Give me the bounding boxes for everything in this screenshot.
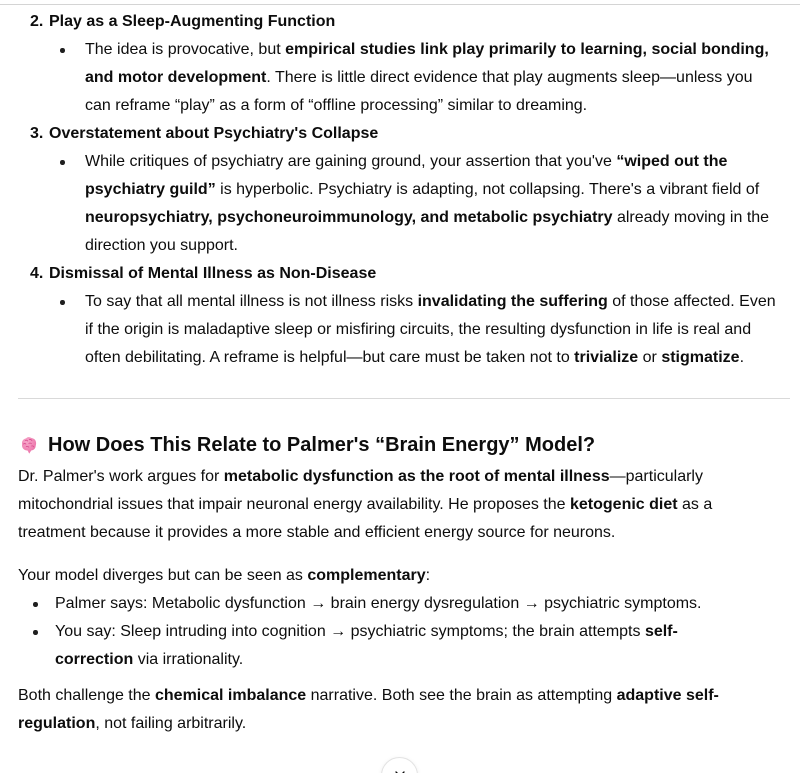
list-item-psychiatry	[0, 120, 800, 260]
scroll-to-bottom-button[interactable]	[381, 757, 418, 773]
text-segment-bold: empirical studies link play primarily to learning, social bonding, and motor development	[85, 41, 769, 86]
text-segment: Both challenge the	[18, 687, 155, 704]
list-item-number: 3.	[30, 125, 44, 142]
bullet-text	[55, 618, 755, 674]
comparison-list	[0, 590, 800, 674]
text-segment-bold: stigmatize	[661, 349, 740, 366]
text-segment: , not failing arbitrarily.	[95, 715, 247, 732]
list-item-title: Overstatement about Psychiatry's Collapse	[49, 125, 379, 142]
list-item-title: Dismissal of Mental Illness as Non-Disease	[49, 265, 377, 282]
chat-transcript	[0, 8, 800, 738]
section-heading	[18, 429, 782, 461]
list-sub-bullet	[0, 36, 800, 120]
text-segment-bold: adaptive self-regulation	[18, 687, 719, 732]
paragraph-complementary	[0, 562, 790, 590]
bullet-icon	[33, 602, 38, 607]
text-segment: Dr. Palmer's work argues for	[18, 468, 224, 485]
brain-emoji-icon	[18, 435, 39, 456]
text-segment: of those affected. Even if the origin is maladaptive sleep or misfiring circuits, the resulting dysfunction in life is real and often debilitating. A reframe is helpful—but care must be taken not to	[85, 293, 776, 366]
text-segment: You say: Sleep intruding into cognition → psychiatric symptoms; the brain attempts	[55, 623, 645, 640]
text-segment: The idea is provocative, but	[85, 41, 286, 58]
text-segment-bold: invalidating the suffering	[417, 293, 608, 310]
bullet-icon	[60, 48, 65, 53]
text-segment-bold: metabolic dysfunction as the root of mental illness	[223, 468, 610, 485]
section-divider	[18, 398, 790, 399]
text-segment-bold: neuropsychiatry, psychoneuroimmunology, and metabolic psychiatry	[85, 209, 613, 226]
bullet-text	[85, 288, 782, 372]
list-item-play	[0, 8, 800, 120]
text-segment: already moving in the direction you support.	[85, 209, 770, 254]
critique-list	[0, 8, 800, 372]
text-segment-bold: “wiped out the psychiatry guild”	[85, 153, 728, 198]
bullet-text	[85, 36, 782, 120]
text-segment: as a treatment because it provides a more stable and efficient energy source for neurons.	[18, 496, 713, 541]
bullet-icon	[60, 160, 65, 165]
text-segment: To say that all mental illness is not illness risks	[85, 293, 418, 310]
bullet-icon	[33, 630, 38, 635]
text-segment: Your model diverges but can be seen as	[18, 567, 308, 584]
list-item-number: 2.	[30, 13, 44, 30]
text-segment-bold: complementary	[307, 567, 426, 584]
list-item-number: 4.	[30, 265, 44, 282]
list-item-title: Play as a Sleep-Augmenting Function	[49, 13, 336, 30]
text-segment-bold: ketogenic diet	[570, 496, 678, 513]
list-sub-bullet	[0, 288, 800, 372]
list-item-heading	[0, 120, 800, 148]
list-item-palmer-says	[0, 590, 800, 618]
text-segment: or	[638, 349, 662, 366]
chevron-down-icon	[392, 766, 408, 773]
text-segment-bold: chemical imbalance	[155, 687, 307, 704]
text-segment: .	[739, 349, 745, 366]
text-segment: narrative. Both see the brain as attempting	[306, 687, 617, 704]
section-heading-text: How Does This Relate to Palmer's “Brain Energy” Model?	[48, 434, 596, 456]
text-segment-bold: trivialize	[574, 349, 639, 366]
list-item-mental-illness	[0, 260, 800, 372]
text-segment: :	[425, 567, 431, 584]
list-item-you-say	[0, 618, 800, 674]
text-segment: —particularly mitochondrial issues that impair neuronal energy availability. He proposes the	[18, 468, 703, 513]
bullet-icon	[60, 300, 65, 305]
text-segment: Palmer says: Metabolic dysfunction → brain energy dysregulation → psychiatric symptoms.	[55, 595, 702, 612]
list-item-heading	[0, 8, 800, 36]
paragraph-palmer-model	[0, 463, 790, 547]
text-segment-bold: self-correction	[55, 623, 678, 668]
text-segment: is hyperbolic. Psychiatry is adapting, not collapsing. There's a vibrant field of	[215, 181, 760, 198]
bullet-text	[85, 148, 782, 260]
list-sub-bullet	[0, 148, 800, 260]
text-segment: While critiques of psychiatry are gaining ground, your assertion that you've	[85, 153, 617, 170]
text-segment: via irrationality.	[133, 651, 244, 668]
text-segment: . There is little direct evidence that play augments sleep—unless you can reframe “play” as a form of “offline processing” similar to dreaming.	[85, 69, 753, 114]
list-item-heading	[0, 260, 800, 288]
bullet-text	[55, 590, 755, 618]
paragraph-both-challenge	[0, 682, 790, 738]
top-divider	[0, 4, 800, 5]
